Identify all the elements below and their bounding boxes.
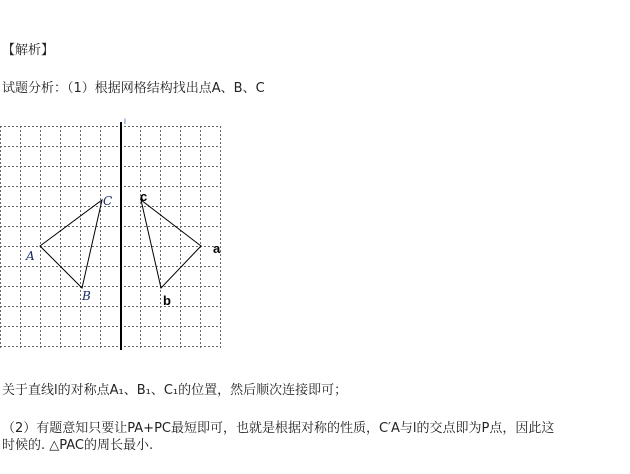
step2-line2: 时候的. △PAC的周长最小. — [2, 438, 154, 453]
section-heading: 【解析】 — [2, 43, 55, 58]
label-point-b: B — [82, 289, 91, 303]
label-reflected-c: c — [140, 189, 148, 204]
label-point-c: C — [103, 194, 113, 208]
label-reflected-a: a — [213, 241, 221, 256]
grid-figure — [0, 118, 230, 354]
step1-text: 关于直线l的对称点A₁、B₁、C₁的位置，然后顺次连接即可； — [2, 383, 348, 398]
axis-label: l — [124, 118, 126, 126]
triangle-reflected — [141, 200, 201, 288]
grid-lines — [0, 126, 221, 349]
triangle-abc — [40, 200, 102, 288]
label-point-a: A — [26, 249, 35, 263]
label-reflected-b: b — [163, 293, 171, 308]
analysis-line: 试题分析：（1）根据网格结构找出点A、B、C — [2, 81, 265, 96]
step2-line1: （2）有题意知只要让PA+PC最短即可，也就是根据对称的性质，C′A与l的交点即为P点，因此这 — [2, 421, 555, 436]
